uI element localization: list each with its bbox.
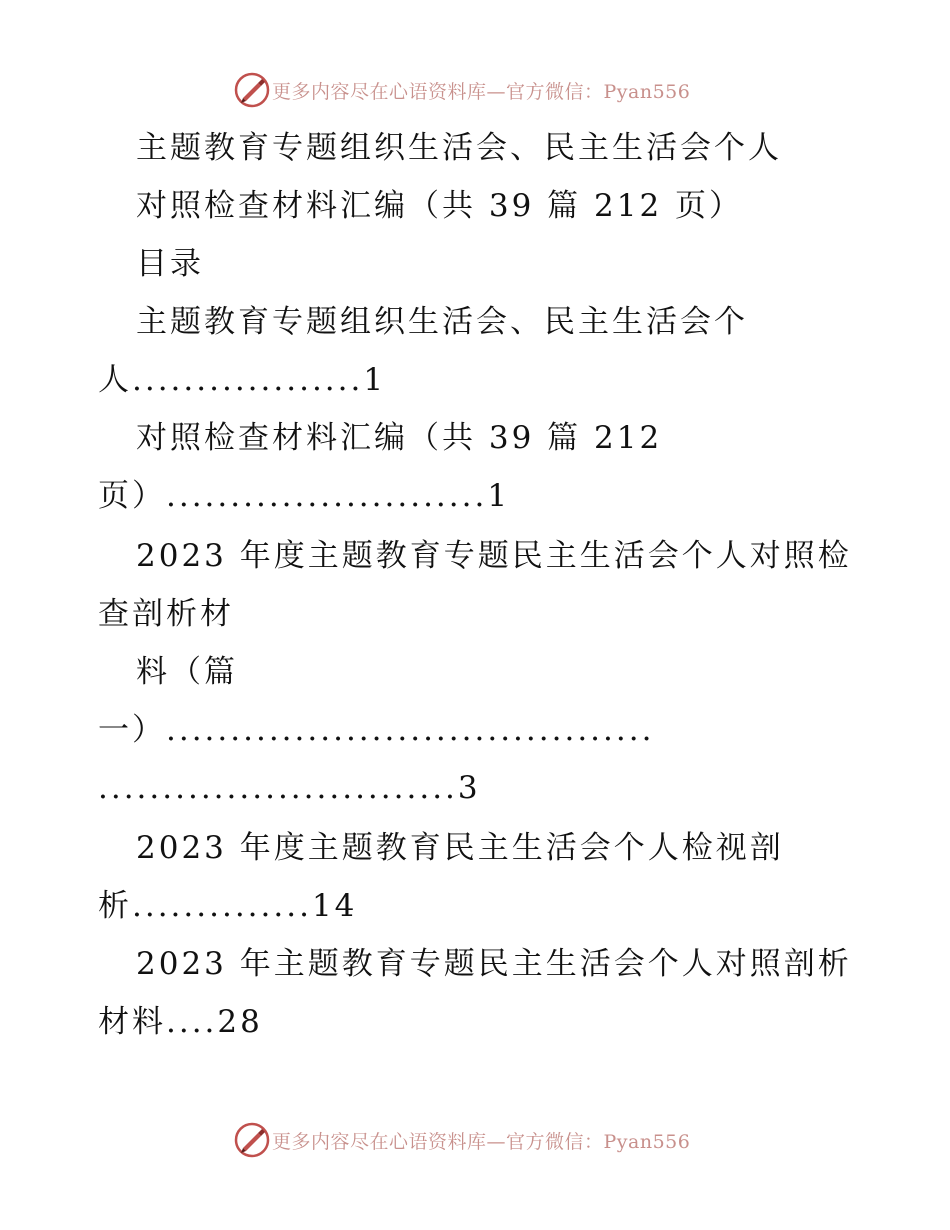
toc-entry-4-line-a: 2023 年度主题教育民主生活会个人检视剖 [136,830,784,866]
toc-entry-5-line-b: 材料....28 [98,1004,263,1040]
toc-entry-3-line-c: 料（篇 [136,654,238,690]
pen-logo-icon [234,1122,270,1158]
toc-entry-2-line-a: 对照检查材料汇编（共 39 篇 212 [136,420,663,456]
watermark-text: 更多内容尽在心语资料库—官方微信：Pyan556 [272,1131,691,1153]
toc-entry-2-line-b: 页）.........................1 [98,478,511,514]
doc-title-line-1: 主题教育专题组织生活会、民主生活会个人 [136,130,782,166]
toc-entry-4-line-b: 析..............14 [98,888,358,924]
toc-entry-3-line-d: 一）...................................... [98,712,655,748]
toc-entry-3-line-b: 查剖析材 [98,596,234,632]
toc-entry-5-line-a: 2023 年主题教育专题民主生活会个人对照剖析 [136,946,852,982]
toc-entry-3-line-e: ............................3 [98,770,481,806]
doc-title-line-2: 对照检查材料汇编（共 39 篇 212 页） [136,188,744,224]
watermark-footer [234,1122,754,1158]
toc-entry-3-line-a: 2023 年度主题教育专题民主生活会个人对照检 [136,538,852,574]
watermark-header [234,72,754,108]
watermark-text: 更多内容尽在心语资料库—官方微信：Pyan556 [272,81,691,103]
toc-heading: 目录 [136,246,204,282]
toc-entry-1-line-a: 主题教育专题组织生活会、民主生活会个 [136,304,748,340]
pen-logo-icon [234,72,270,108]
toc-entry-1-line-b: 人..................1 [98,362,387,398]
